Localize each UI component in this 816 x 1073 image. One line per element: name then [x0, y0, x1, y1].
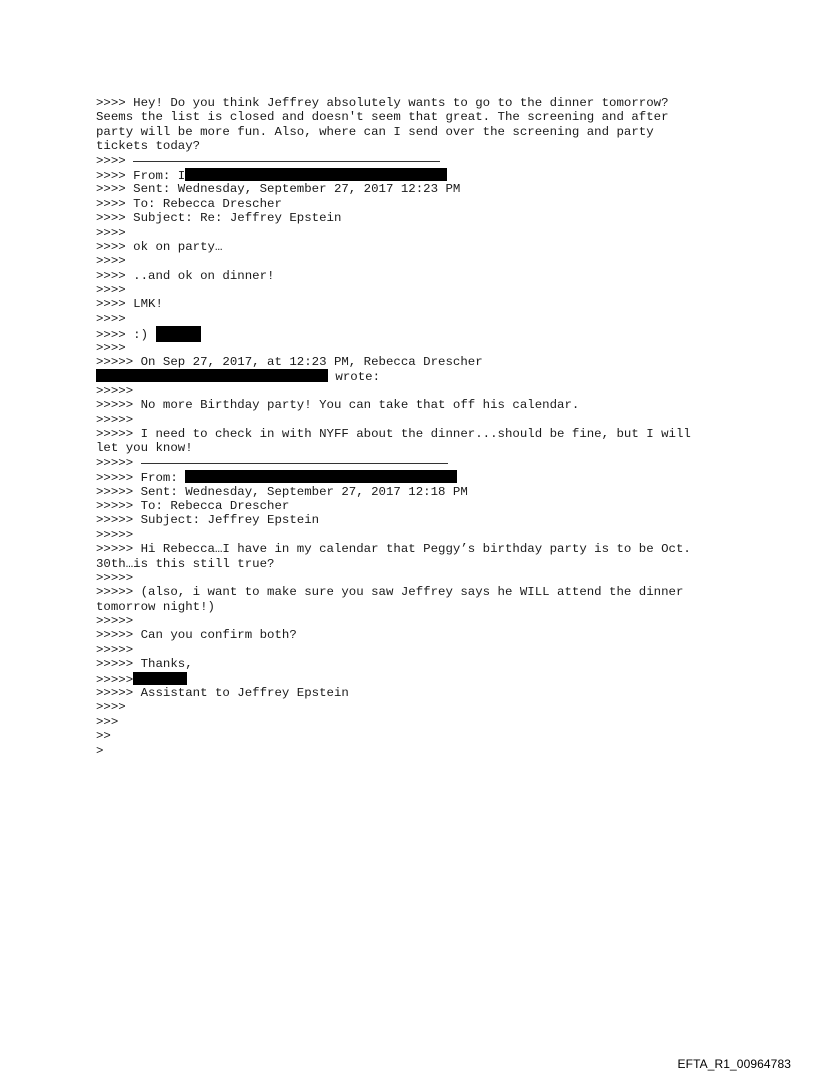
bates-number: EFTA_R1_00964783: [677, 1057, 791, 1071]
subject-line: >>>>> Subject: Jeffrey Epstein: [96, 513, 320, 528]
signature-name-line: [96, 672, 736, 686]
separator-line: [96, 154, 736, 168]
quote-line: >>>>: [96, 340, 126, 355]
quote-line: >>>>>: [96, 614, 134, 629]
quoted-line: let you know!: [96, 441, 193, 456]
thanks-line: >>>>> Thanks,: [96, 657, 193, 672]
quote-line: >>>>: [96, 225, 126, 240]
redaction-box: [133, 672, 187, 685]
trailing-quote-line: >>>: [96, 714, 119, 729]
sent-line: >>>> Sent: Wednesday, September 27, 2017 12:23 PM: [96, 182, 461, 197]
quote-line: >>>>>: [96, 412, 134, 427]
intro-line: >>>> Hey! Do you think Jeffrey absolutely wants to go to the dinner tomorrow?: [96, 96, 669, 110]
quoted-line: >>>>> (also, i want to make sure you saw Jeffrey says he WILL attend the dinner: [96, 585, 684, 600]
signature-line: >>>>> Assistant to Jeffrey Epstein: [96, 686, 349, 701]
reply-line: >>>> LMK!: [96, 297, 163, 312]
from-line: [96, 168, 736, 182]
quote-line: >>>>>: [96, 527, 134, 542]
quote-line: >>>>>: [96, 383, 134, 398]
quote-line: >>>>>: [96, 642, 134, 657]
quoted-line: >>>>> I need to check in with NYFF about the dinner...should be fine, but I will: [96, 426, 691, 441]
intro-line: Seems the list is closed and doesn't seem that great. The screening and after: [96, 110, 669, 125]
redaction-box: [185, 470, 457, 483]
quote-prefix: >>>>: [96, 153, 134, 168]
quote-line: >>>>: [96, 283, 126, 298]
quoted-line: >>>>> Hi Rebecca…I have in my calendar that Peggy’s birthday party is to be Oct.: [96, 542, 691, 557]
horizontal-rule: [141, 463, 448, 464]
smile-line: [96, 326, 736, 343]
horizontal-rule: [133, 161, 440, 162]
wrote-line: [96, 369, 736, 383]
quote-line: >>>>: [96, 311, 126, 326]
quote-prefix: >>>>>: [96, 455, 141, 470]
reply-line: >>>> ok on party…: [96, 239, 223, 254]
to-line: >>>>> To: Rebecca Drescher: [96, 498, 290, 513]
subject-line: >>>> Subject: Re: Jeffrey Epstein: [96, 211, 342, 226]
quote-line: >>>>: [96, 254, 126, 269]
trailing-quote-line: >>: [96, 729, 111, 744]
to-line: >>>> To: Rebecca Drescher: [96, 196, 282, 211]
wrote-text: wrote:: [328, 370, 381, 385]
quoted-line: >>>>> Can you confirm both?: [96, 628, 297, 643]
trailing-quote-line: >>>>: [96, 700, 126, 715]
smile-text: >>>> :): [96, 328, 156, 343]
quote-line: >>>>>: [96, 570, 134, 585]
intro-line: tickets today?: [96, 139, 201, 154]
quoted-line: tomorrow night!): [96, 599, 215, 614]
redaction-box: [185, 168, 447, 181]
reply-line: >>>> ..and ok on dinner!: [96, 268, 275, 283]
sent-line: >>>>> Sent: Wednesday, September 27, 2017 12:18 PM: [96, 484, 468, 499]
on-date-line: >>>>> On Sep 27, 2017, at 12:23 PM, Rebecca Drescher: [96, 355, 483, 370]
from-label: >>>> From: I: [96, 168, 186, 183]
email-body: [96, 96, 736, 758]
intro-line: party will be more fun. Also, where can I send over the screening and party: [96, 124, 654, 139]
redaction-box: [96, 369, 328, 382]
quoted-line: >>>>> No more Birthday party! You can take that off his calendar.: [96, 398, 580, 413]
quoted-line: 30th…is this still true?: [96, 556, 275, 571]
from-line: [96, 470, 736, 484]
from-label: >>>>> From:: [96, 471, 186, 486]
separator-line: [96, 456, 736, 470]
trailing-quote-line: >: [96, 743, 104, 758]
quote-prefix: >>>>>: [96, 672, 134, 687]
